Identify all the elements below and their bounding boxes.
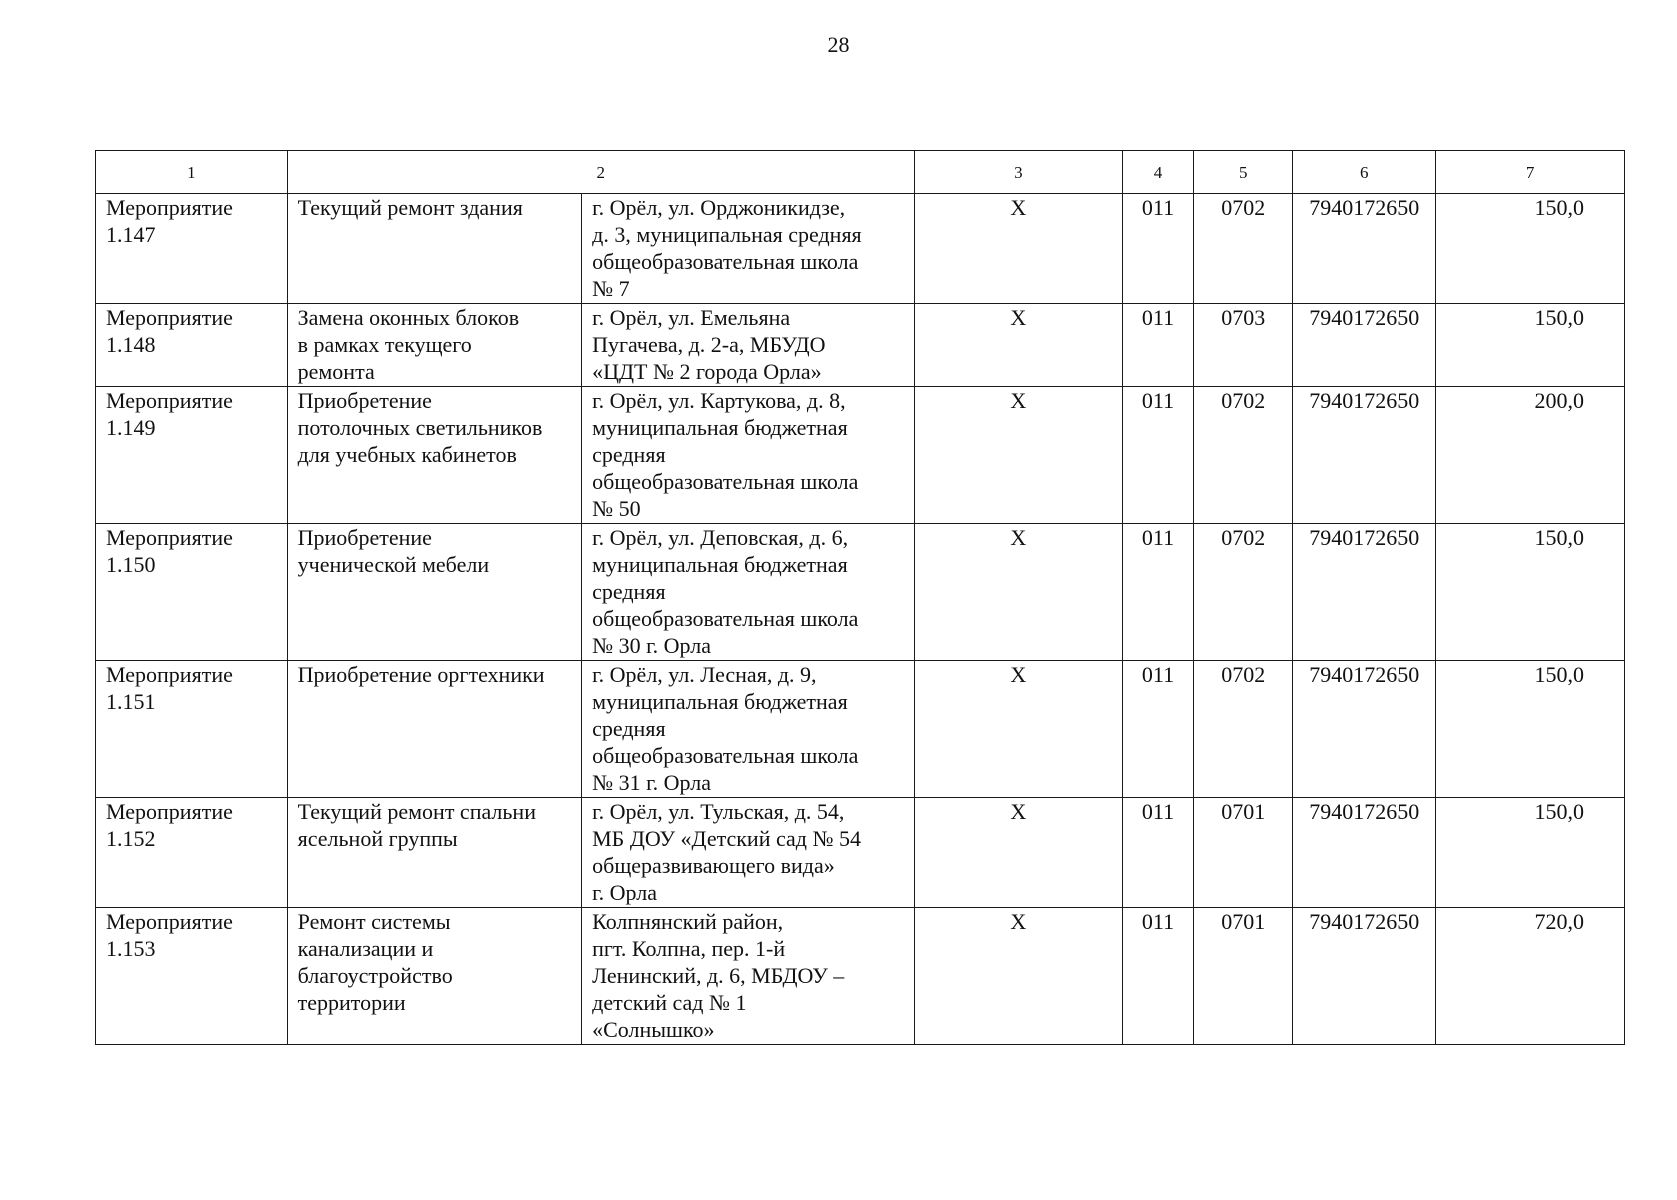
- col7-cell: 720,0: [1436, 908, 1625, 1045]
- event-name-cell: Приобретение потолочных светильников для учебных кабинетов: [287, 387, 582, 524]
- table-row: [96, 661, 1625, 798]
- col4-cell: 011: [1122, 908, 1194, 1045]
- col3-cell: Х: [914, 798, 1122, 908]
- col5-cell: 0702: [1194, 194, 1293, 304]
- col3-cell: Х: [914, 908, 1122, 1045]
- event-number-cell: Мероприятие 1.152: [96, 798, 288, 908]
- table-row: [96, 908, 1625, 1045]
- event-name-cell: Приобретение ученической мебели: [287, 524, 582, 661]
- table-row: [96, 798, 1625, 908]
- col6-cell: 7940172650: [1293, 304, 1436, 387]
- event-number-cell: Мероприятие 1.151: [96, 661, 288, 798]
- col5-cell: 0703: [1194, 304, 1293, 387]
- address-cell: г. Орёл, ул. Деповская, д. 6, муниципальная бюджетная средняя общеобразовательная школа № 30 г. Орла: [582, 524, 915, 661]
- address-cell: г. Орёл, ул. Орджоникидзе, д. 3, муниципальная средняя общеобразовательная школа № 7: [582, 194, 915, 304]
- event-number-cell: Мероприятие 1.150: [96, 524, 288, 661]
- table-header-row: [96, 151, 1625, 194]
- col5-cell: 0701: [1194, 798, 1293, 908]
- col4-cell: 011: [1122, 387, 1194, 524]
- header-col-3: 3: [914, 151, 1122, 194]
- col6-cell: 7940172650: [1293, 661, 1436, 798]
- address-cell: г. Орёл, ул. Тульская, д. 54, МБ ДОУ «Детский сад № 54 общеразвивающего вида» г. Орла: [582, 798, 915, 908]
- header-col-2: 2: [287, 151, 914, 194]
- col7-cell: 150,0: [1436, 661, 1625, 798]
- address-cell: г. Орёл, ул. Лесная, д. 9, муниципальная бюджетная средняя общеобразовательная школа № 31 г. Орла: [582, 661, 915, 798]
- col4-cell: 011: [1122, 798, 1194, 908]
- col3-cell: Х: [914, 387, 1122, 524]
- address-cell: Колпнянский район, пгт. Колпна, пер. 1-й Ленинский, д. 6, МБДОУ – детский сад № 1 «Солнышко»: [582, 908, 915, 1045]
- header-col-7: 7: [1436, 151, 1625, 194]
- address-cell: г. Орёл, ул. Емельяна Пугачева, д. 2-а, МБУДО «ЦДТ № 2 города Орла»: [582, 304, 915, 387]
- col6-cell: 7940172650: [1293, 387, 1436, 524]
- col4-cell: 011: [1122, 304, 1194, 387]
- event-number-cell: Мероприятие 1.147: [96, 194, 288, 304]
- event-name-cell: Ремонт системы канализации и благоустройство территории: [287, 908, 582, 1045]
- address-cell: г. Орёл, ул. Картукова, д. 8, муниципальная бюджетная средняя общеобразовательная школа № 50: [582, 387, 915, 524]
- col7-cell: 150,0: [1436, 304, 1625, 387]
- col6-cell: 7940172650: [1293, 908, 1436, 1045]
- page-number: 28: [827, 32, 850, 57]
- col5-cell: 0702: [1194, 387, 1293, 524]
- col5-cell: 0701: [1194, 908, 1293, 1045]
- event-name-cell: Замена оконных блоков в рамках текущего ремонта: [287, 304, 582, 387]
- event-name-cell: Приобретение оргтехники: [287, 661, 582, 798]
- col5-cell: 0702: [1194, 524, 1293, 661]
- col4-cell: 011: [1122, 661, 1194, 798]
- col5-cell: 0702: [1194, 661, 1293, 798]
- col7-cell: 150,0: [1436, 798, 1625, 908]
- table-row: [96, 304, 1625, 387]
- col7-cell: 200,0: [1436, 387, 1625, 524]
- event-number-cell: Мероприятие 1.148: [96, 304, 288, 387]
- table-row: [96, 387, 1625, 524]
- col7-cell: 150,0: [1436, 194, 1625, 304]
- col3-cell: Х: [914, 304, 1122, 387]
- events-table: [95, 150, 1625, 1045]
- col7-cell: 150,0: [1436, 524, 1625, 661]
- event-number-cell: Мероприятие 1.153: [96, 908, 288, 1045]
- event-name-cell: Текущий ремонт здания: [287, 194, 582, 304]
- col6-cell: 7940172650: [1293, 798, 1436, 908]
- header-col-5: 5: [1194, 151, 1293, 194]
- header-col-1: 1: [96, 151, 288, 194]
- col6-cell: 7940172650: [1293, 524, 1436, 661]
- col3-cell: Х: [914, 194, 1122, 304]
- header-col-4: 4: [1122, 151, 1194, 194]
- event-number-cell: Мероприятие 1.149: [96, 387, 288, 524]
- col4-cell: 011: [1122, 524, 1194, 661]
- col4-cell: 011: [1122, 194, 1194, 304]
- table-row: [96, 524, 1625, 661]
- event-name-cell: Текущий ремонт спальни ясельной группы: [287, 798, 582, 908]
- col6-cell: 7940172650: [1293, 194, 1436, 304]
- col3-cell: Х: [914, 661, 1122, 798]
- col3-cell: Х: [914, 524, 1122, 661]
- table-row: [96, 194, 1625, 304]
- header-col-6: 6: [1293, 151, 1436, 194]
